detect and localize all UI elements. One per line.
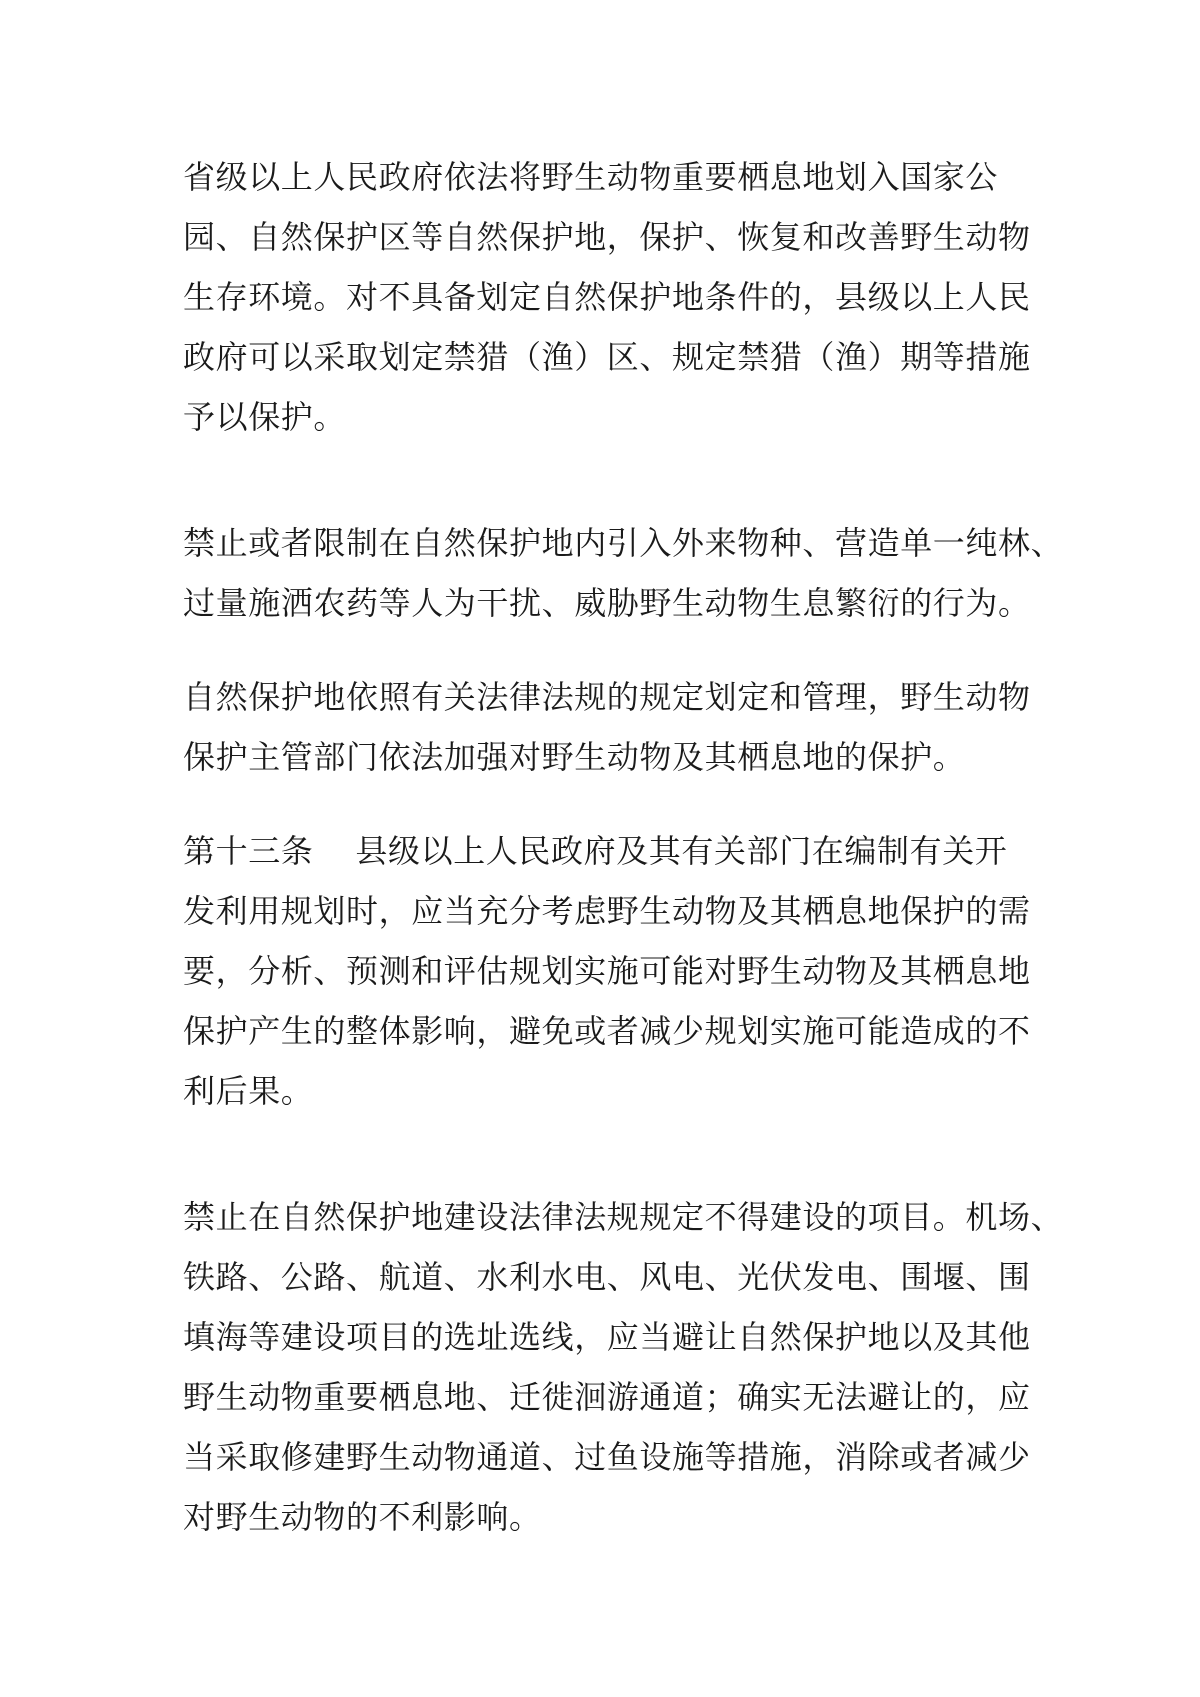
text-line: 保护产生的整体影响，避免或者减少规划实施可能造成的不 [183,1012,1031,1050]
text-line: 予以保护。 [183,398,347,436]
text-line: 禁止或者限制在自然保护地内引入外来物种、营造单一纯林、 [183,524,1064,562]
text-line: 禁止在自然保护地建设法律法规规定不得建设的项目。机场、 [183,1198,1064,1236]
text-line: 省级以上人民政府依法将野生动物重要栖息地划入国家公 [183,158,999,196]
text-line: 填海等建设项目的选址选线，应当避让自然保护地以及其他 [183,1318,1031,1356]
paragraph-construction-restrictions [183,1187,1063,1547]
paragraph-habitat-protection [183,147,1031,447]
paragraph-prohibited-activities [183,513,1063,633]
text-line: 对野生动物的不利影响。 [183,1498,542,1536]
text-line: 当采取修建野生动物通道、过鱼设施等措施，消除或者减少 [183,1438,1031,1476]
text-line: 生存环境。对不具备划定自然保护地条件的，县级以上人民 [183,278,1031,316]
article-number: 第十三条 [183,832,314,870]
text-line: 政府可以采取划定禁猎（渔）区、规定禁猎（渔）期等措施 [183,338,1031,376]
paragraph-protected-area-management [183,667,1031,787]
text-line: 园、自然保护区等自然保护地，保护、恢复和改善野生动物 [183,218,1031,256]
text-line: 保护主管部门依法加强对野生动物及其栖息地的保护。 [183,738,966,776]
text-line: 自然保护地依照有关法律法规的规定划定和管理，野生动物 [183,678,1031,716]
text-line: 利后果。 [183,1072,314,1110]
text-line: 铁路、公路、航道、水利水电、风电、光伏发电、围堰、围 [183,1258,1031,1296]
text-line: 发利用规划时，应当充分考虑野生动物及其栖息地保护的需 [183,892,1031,930]
text-line: 过量施洒农药等人为干扰、威胁野生动物生息繁衍的行为。 [183,584,1031,622]
paragraph-article-13 [183,821,1031,1121]
article-first-line: 县级以上人民政府及其有关部门在编制有关开 [355,832,1008,870]
text-line: 野生动物重要栖息地、迁徙洄游通道；确实无法避让的，应 [183,1378,1031,1416]
text-line [183,821,1031,881]
text-line: 要，分析、预测和评估规划实施可能对野生动物及其栖息地 [183,952,1031,990]
